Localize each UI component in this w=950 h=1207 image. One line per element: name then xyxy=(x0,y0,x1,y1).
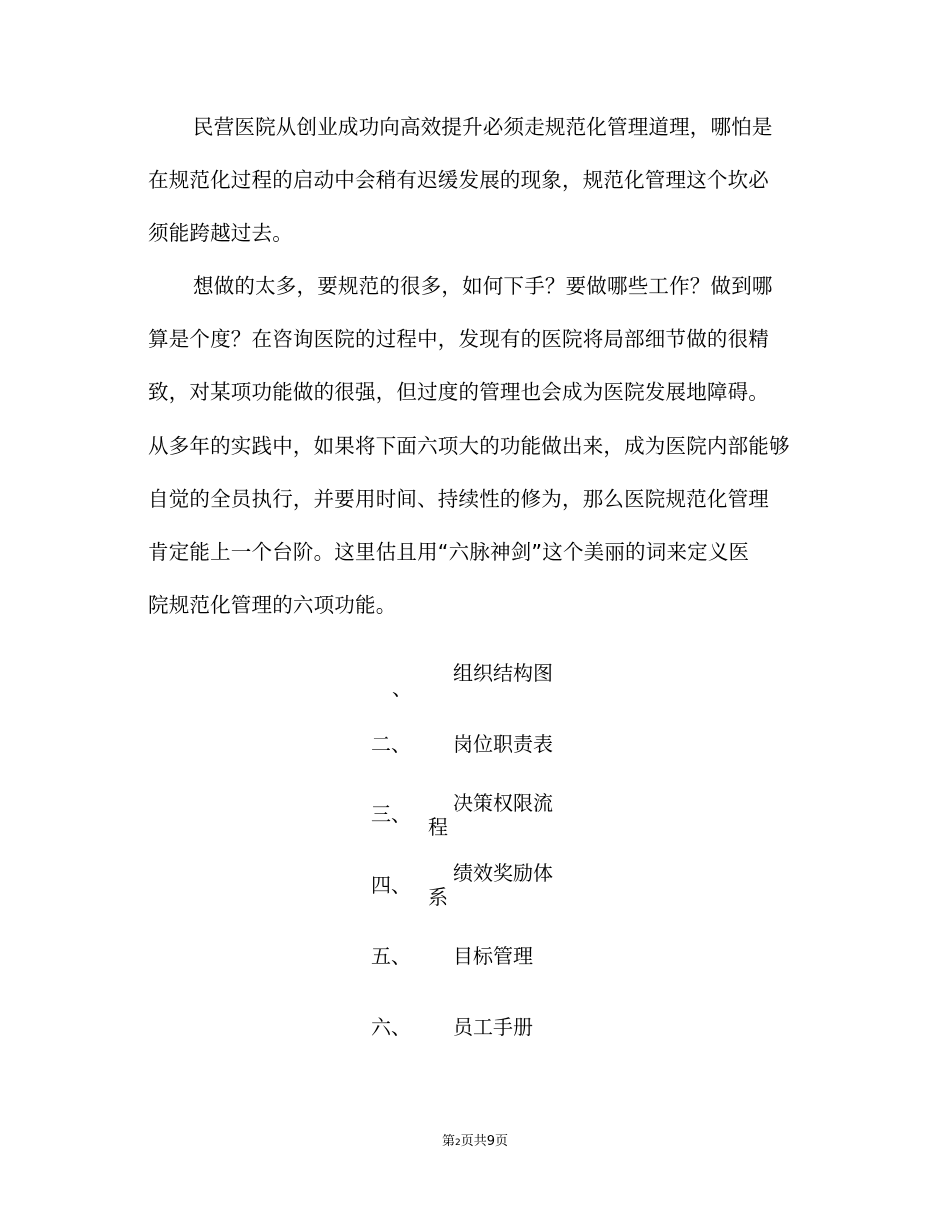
list-item-3-number: 三、 xyxy=(371,802,411,826)
paragraph-2-line-3: 致，对某项功能做的很强，但过度的管理也会成为医院发展地障碍。 xyxy=(148,380,769,404)
paragraph-2-line-6: 肯定能上一个台阶。这里估且用“六脉神剑”这个美丽的词来定义医 xyxy=(148,540,750,564)
paragraph-2-line-7: 院规范化管理的六项功能。 xyxy=(148,593,397,617)
footer-page-number: 2 xyxy=(454,1138,461,1148)
paragraph-2-line-4: 从多年的实践中，如果将下面六项大的功能做出来，成为医院内部能够 xyxy=(148,434,790,458)
footer-middle: 页共 xyxy=(460,1134,487,1149)
footer-prefix: 第 xyxy=(441,1134,455,1149)
footer-suffix: 页 xyxy=(495,1134,509,1149)
list-item-2-text: 岗位职责表 xyxy=(453,732,553,756)
list-item-3-text: 决策权限流 xyxy=(453,791,553,815)
paragraph-1-line-3: 须能跨越过去。 xyxy=(148,221,293,245)
list-item-5-number: 五、 xyxy=(371,944,411,968)
list-item-4-wrap: 系 xyxy=(428,885,448,909)
list-item-1-text: 组织结构图 xyxy=(453,661,553,685)
list-item-6-number: 六、 xyxy=(371,1015,411,1039)
list-item-4-text: 绩效奖励体 xyxy=(453,861,553,885)
list-item-1-number: 、 xyxy=(392,676,412,700)
list-item-4-number: 四、 xyxy=(371,873,411,897)
paragraph-2-line-2: 算是个度？在咨询医院的过程中，发现有的医院将局部细节做的很精 xyxy=(148,327,769,351)
footer-total-pages: 9 xyxy=(486,1134,496,1149)
paragraph-2-line-5: 自觉的全员执行，并要用时间、持续性的修为，那么医院规范化管理 xyxy=(148,487,769,511)
paragraph-1-line-2: 在规范化过程的启动中会稍有迟缓发展的现象，规范化管理这个坎必 xyxy=(148,168,769,192)
list-item-5-text: 目标管理 xyxy=(453,944,533,968)
paragraph-2-line-1: 想做的太多，要规范的很多，如何下手？要做哪些工作？做到哪 xyxy=(193,274,773,298)
paragraph-1-line-1: 民营医院从创业成功向高效提升必须走规范化管理道理，哪怕是 xyxy=(193,115,773,139)
list-item-3-wrap: 程 xyxy=(428,815,448,839)
list-item-6-text: 员工手册 xyxy=(453,1015,533,1039)
list-item-2-number: 二、 xyxy=(371,732,411,756)
page-footer xyxy=(0,1135,950,1148)
